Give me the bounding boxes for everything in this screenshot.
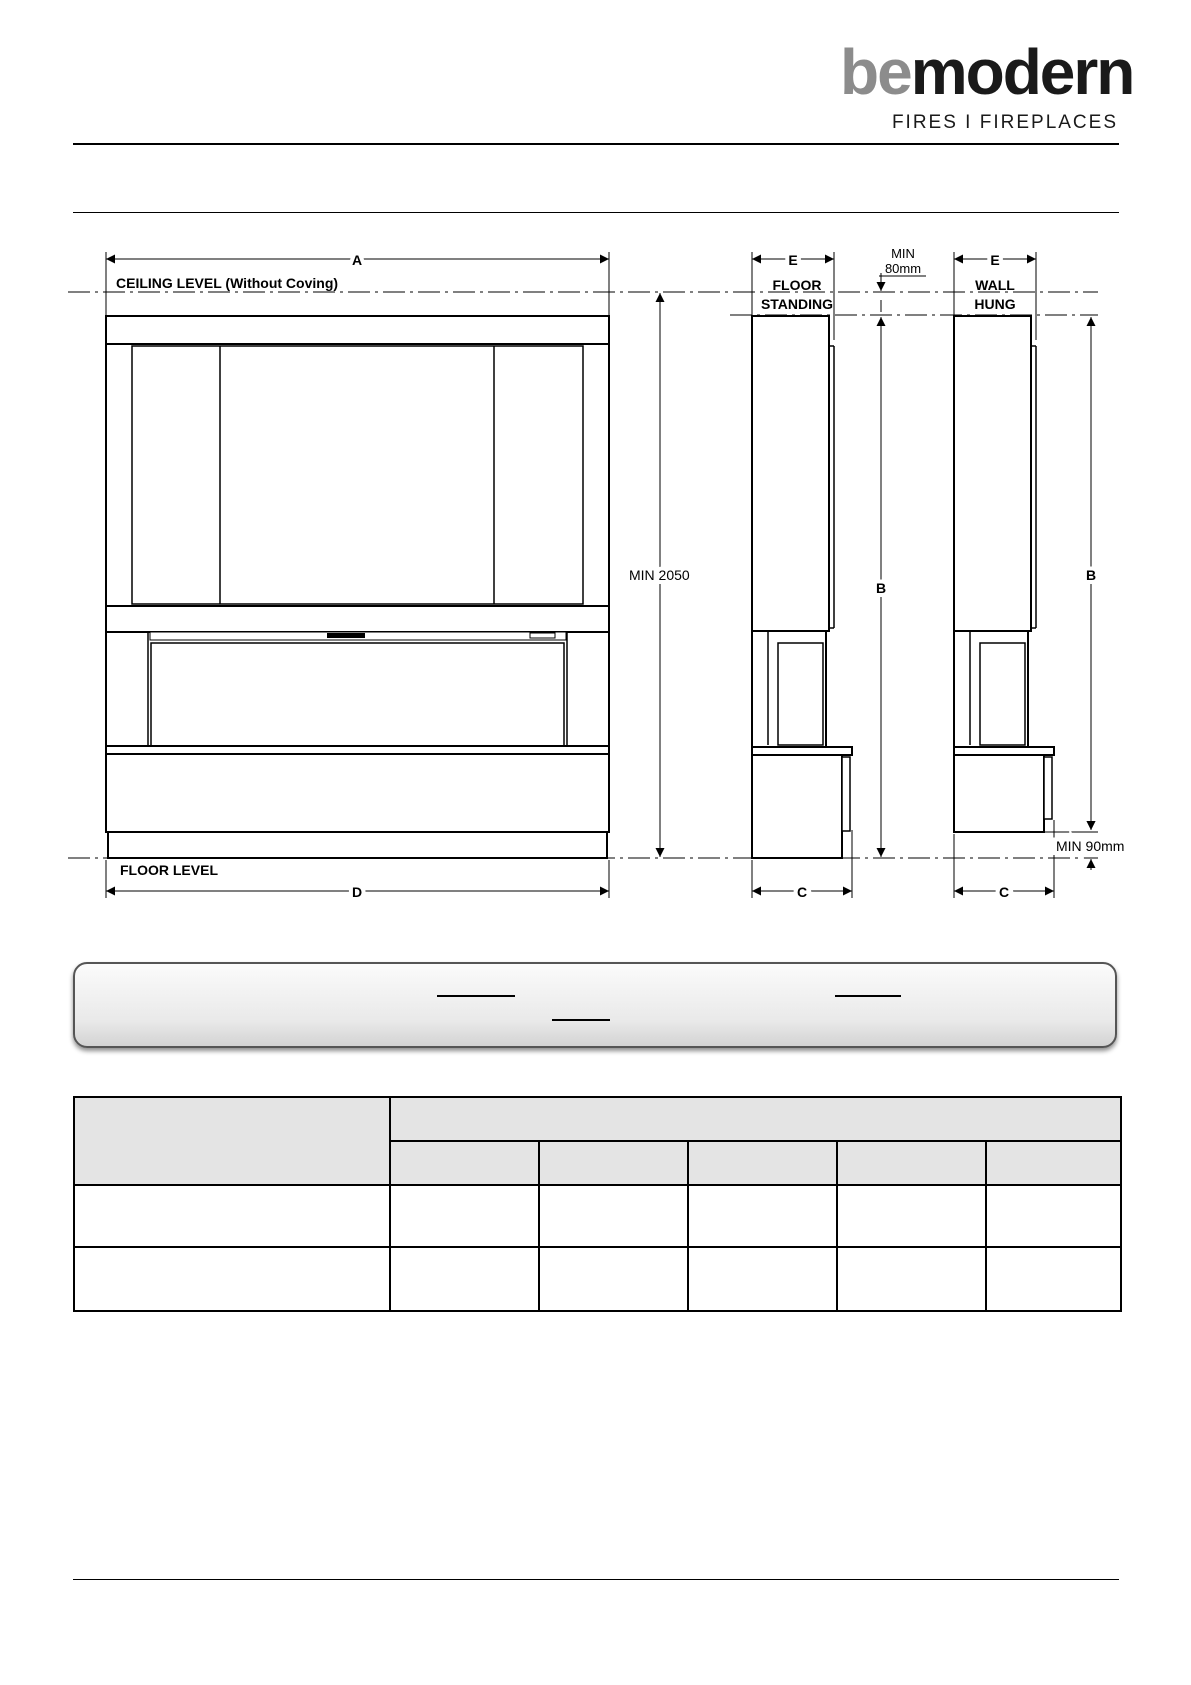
table-cell: [539, 1185, 688, 1247]
table-cell: [390, 1247, 539, 1311]
fs-base: [752, 755, 842, 858]
table-header-cell: [986, 1141, 1121, 1185]
fs-dim-c-label: C: [796, 884, 808, 900]
fs-title-line2: STANDING: [760, 296, 834, 312]
header-rule: [73, 143, 1119, 145]
front-top-cap: [106, 316, 609, 344]
wh-title-line2: HUNG: [974, 296, 1016, 312]
wh-dim-b-label: B: [1085, 567, 1097, 583]
logo-prefix: be: [840, 36, 911, 108]
fs-dim-b-label: B: [875, 580, 887, 596]
table-cell: [837, 1185, 986, 1247]
fs-dim-e-label: E: [788, 252, 798, 268]
table-cell: [986, 1185, 1121, 1247]
table-cell: [390, 1185, 539, 1247]
wh-hearth-top: [954, 747, 1054, 755]
dimension-drawing: [0, 240, 1191, 900]
front-view: [106, 316, 609, 858]
table-header-cell: [688, 1141, 837, 1185]
dim-a-label: A: [351, 252, 363, 268]
notice-underline-2: [835, 995, 901, 997]
min80-label-line2: 80mm: [884, 261, 922, 276]
brand-logo: [840, 36, 1134, 136]
notice-underline-3: [552, 1019, 610, 1021]
table-cell: [539, 1247, 688, 1311]
section-rule: [73, 212, 1119, 213]
fs-hearth-top: [752, 747, 852, 755]
logo-wordmark: [840, 36, 1134, 108]
wh-title-line1: WALL: [975, 277, 1015, 293]
table-header-cell: [539, 1141, 688, 1185]
table-row: [74, 1185, 1121, 1247]
table-cell: [688, 1247, 837, 1311]
table-cell: [688, 1185, 837, 1247]
table-cell: [74, 1185, 390, 1247]
ceiling-level-label: CEILING LEVEL (Without Coving): [116, 275, 339, 291]
front-plinth: [108, 832, 607, 858]
front-base: [106, 754, 609, 832]
fs-firebox-window: [778, 643, 823, 745]
front-plinth-top: [106, 746, 609, 754]
min80-label-line1: MIN: [891, 246, 915, 261]
dim-d-label: D: [351, 884, 363, 900]
table-header-cell: [390, 1141, 539, 1185]
table-row: [74, 1247, 1121, 1311]
footer-rule: [73, 1579, 1119, 1580]
notice-box: [73, 962, 1117, 1048]
logo-tagline: FIRES I FIREPLACES: [891, 112, 1118, 133]
floor-level-label: FLOOR LEVEL: [120, 862, 218, 878]
fs-title-line1: FLOOR: [772, 277, 822, 293]
control-panel: [327, 633, 365, 638]
control-switch: [530, 633, 555, 638]
table-cell: [837, 1247, 986, 1311]
wh-dim-e-label: E: [990, 252, 1000, 268]
wh-dim-c-label: C: [998, 884, 1010, 900]
wh-base: [954, 755, 1044, 832]
wh-firebox-window: [980, 643, 1025, 745]
notice-underline-1: [437, 995, 515, 997]
table-cell: [986, 1247, 1121, 1311]
table-header-cell: [837, 1141, 986, 1185]
fs-upper-body: [752, 316, 829, 631]
front-firebox-glass: [151, 643, 564, 746]
min-2050-label: MIN 2050: [629, 567, 690, 583]
wall-hung-view: [954, 316, 1054, 832]
wh-base-side: [1044, 757, 1052, 819]
table-cell: [74, 1247, 390, 1311]
front-mid-band: [106, 606, 609, 632]
min-90-label: MIN 90mm: [1056, 838, 1125, 854]
table-header-group: [390, 1097, 1121, 1141]
table-header-corner: [74, 1097, 390, 1185]
front-upper-inner: [132, 346, 583, 604]
logo-suffix: modern: [910, 36, 1134, 108]
fs-base-side: [842, 757, 850, 831]
floor-standing-view: [752, 316, 852, 858]
wh-upper-body: [954, 316, 1031, 631]
dimensions-table: [73, 1096, 1122, 1312]
